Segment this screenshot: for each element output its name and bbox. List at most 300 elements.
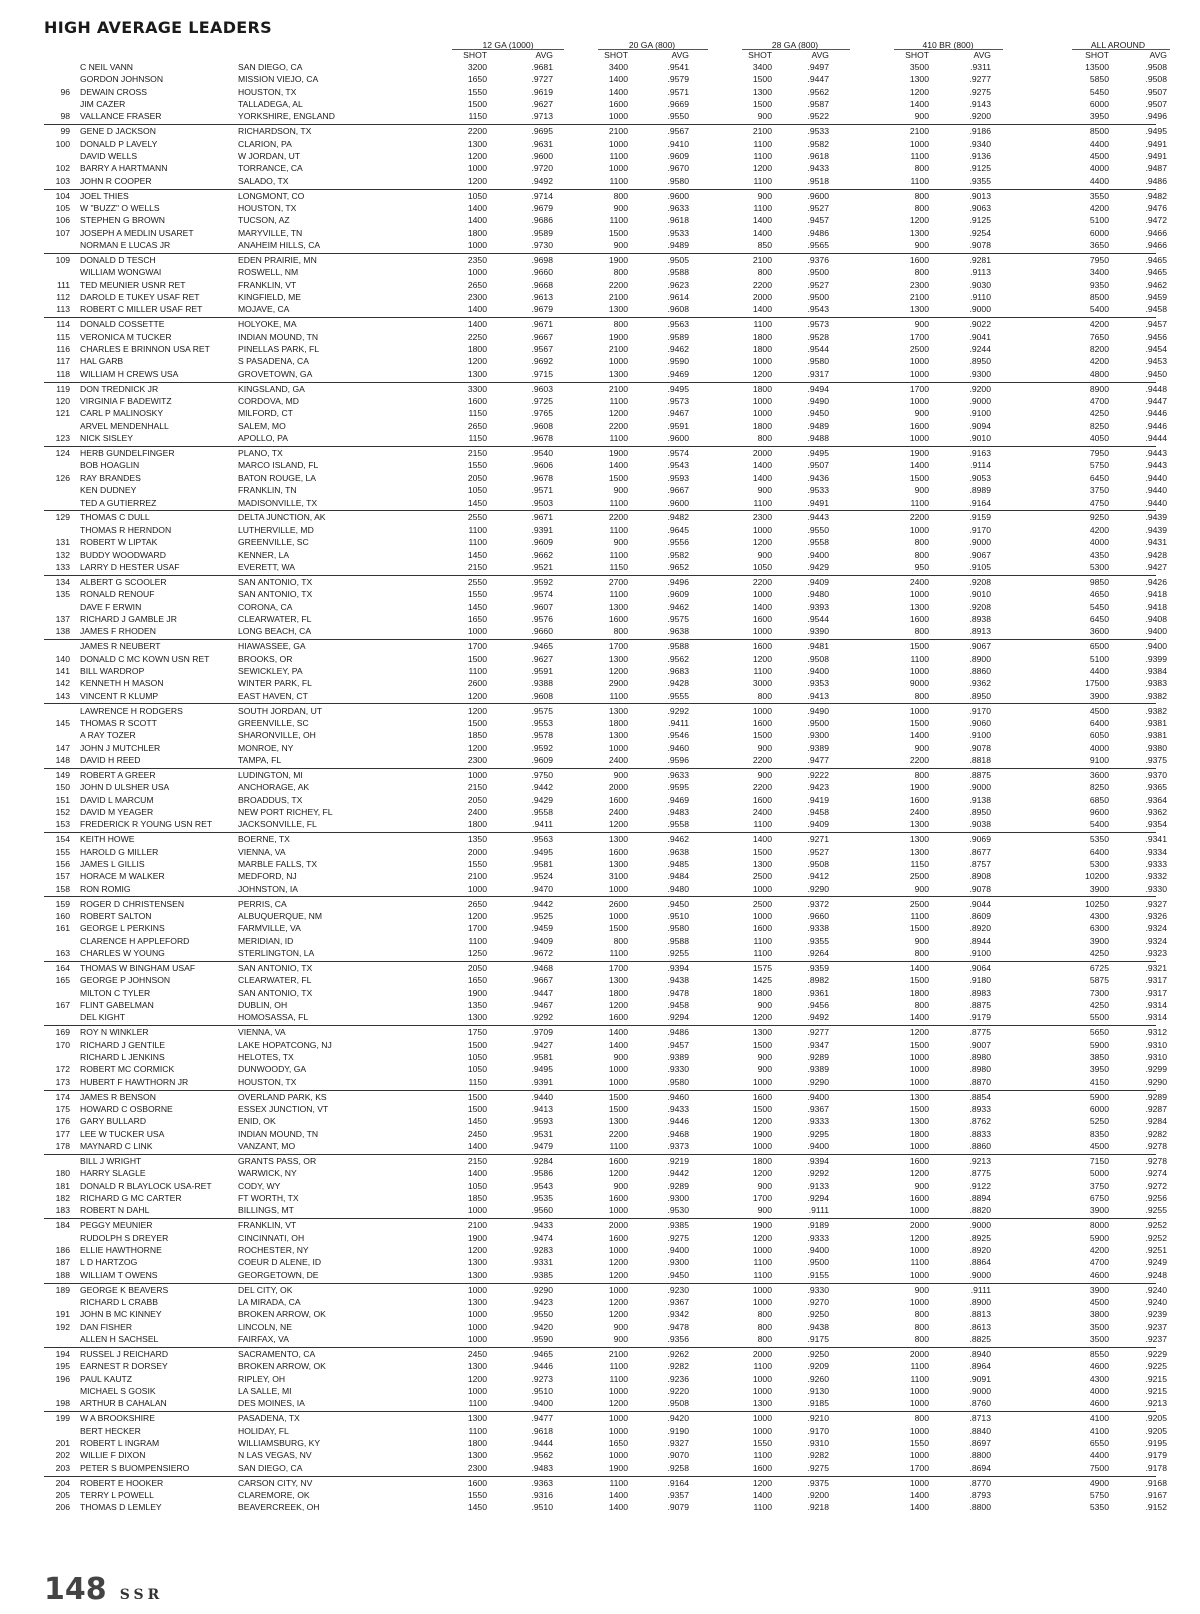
shooter-name: ROBERT E HOOKER [80,1477,164,1488]
rank: 111 [56,279,70,290]
shooter-name: RUDOLPH S DREYER [80,1232,169,1243]
shot-12ga: 1450 [467,1116,487,1127]
shot-28ga: 1300 [752,1398,772,1409]
table-row [0,1245,1200,1257]
shot-all-around: 3900 [1089,935,1109,946]
shot-410: 2000 [909,1220,929,1231]
avg-12ga: .9592 [531,576,553,587]
shooter-name: EARNEST R DORSEY [80,1361,168,1372]
avg-12ga: .9391 [531,1076,553,1087]
avg-28ga: .9457 [807,215,829,226]
shot-410: 1400 [909,962,929,973]
hometown: EAST HAVEN, CT [238,690,308,701]
shot-20ga: 1200 [608,408,628,419]
avg-410: .8944 [969,935,991,946]
avg-all-around: .9400 [1145,626,1167,637]
avg-410: .8900 [969,1297,991,1307]
avg-all-around: .9205 [1145,1425,1167,1436]
avg-12ga: .9446 [531,1361,553,1372]
shot-all-around: 17500 [1085,678,1109,689]
avg-12ga: .9672 [531,947,553,958]
hometown: CLEARWATER, FL [238,975,312,986]
avg-410: .8950 [969,356,991,367]
shooter-name: RICHARD G MC CARTER [80,1193,182,1203]
avg-12ga: .9400 [531,1398,553,1409]
avg-410: .8840 [969,1425,991,1436]
avg-410: .9064 [969,962,991,973]
shot-all-around: 13500 [1085,62,1109,72]
avg-410: .9030 [969,279,991,290]
shot-410: 900 [914,319,929,330]
shot-410: 2100 [909,126,929,137]
avg-28ga: .9376 [807,255,829,266]
shooter-name: THOMAS R HERNDON [80,524,172,535]
shot-all-around: 8500 [1089,292,1109,303]
hometown: COEUR D ALENE, ID [238,1257,322,1268]
hometown: RICHARDSON, TX [238,126,312,137]
table-row [0,755,1200,767]
avg-410: .9038 [969,819,991,830]
rank: 180 [55,1168,70,1179]
avg-all-around: .9408 [1145,613,1167,624]
shot-all-around: 6450 [1089,613,1109,624]
avg-all-around: .9418 [1145,601,1167,612]
shot-20ga: 1700 [608,641,628,652]
avg-28ga: .9133 [807,1180,829,1191]
shot-all-around: 5100 [1089,215,1109,226]
shot-410: 1200 [909,1168,929,1179]
shooter-name: DAVE F ERWIN [80,601,142,612]
shooter-name: THOMAS C DULL [80,512,150,523]
avg-12ga: .9575 [531,705,553,716]
avg-410: .9163 [969,448,991,459]
shot-20ga: 1800 [608,717,628,728]
shot-12ga: 1900 [467,987,487,998]
shot-12ga: 1150 [468,111,487,122]
hometown: TUCSON, AZ [238,215,290,226]
shot-28ga: 1000 [752,1284,772,1295]
shot-28ga: 1500 [752,846,772,857]
shot-all-around: 6500 [1089,641,1109,652]
avg-all-around: .9491 [1145,151,1167,162]
shot-20ga: 1100 [609,524,628,535]
rank: 186 [55,1245,70,1255]
avg-header: AVG [1149,50,1167,60]
hometown: SAN DIEGO, CA [238,1462,303,1473]
shot-all-around: 4000 [1089,537,1109,548]
shot-410: 800 [914,626,929,637]
table-row [0,1012,1200,1024]
avg-20ga: .9573 [667,396,689,407]
shooter-name: MAYNARD C LINK [80,1141,153,1151]
group-divider [44,189,1156,190]
shot-28ga: 1800 [752,331,772,342]
shot-12ga: 2350 [467,255,487,266]
table-row [0,1450,1200,1462]
group-divider [44,124,1156,125]
avg-all-around: .9370 [1145,769,1167,780]
avg-28ga: .9486 [807,227,829,238]
shot-28ga: 1050 [752,561,772,572]
group-divider [44,446,1156,447]
avg-20ga: .9609 [667,589,689,600]
avg-20ga: .9446 [667,1116,689,1127]
shooter-name: RICHARD L CRABB [80,1297,158,1307]
shot-28ga: 900 [757,190,772,201]
hometown: APOLLO, PA [238,433,288,444]
hometown: MOJAVE, CA [238,304,290,315]
rank: 134 [55,576,70,587]
avg-12ga: .9720 [531,163,553,174]
rank: 123 [55,433,70,444]
avg-12ga: .9474 [531,1232,553,1243]
avg-410: .8933 [969,1103,991,1114]
rank: 147 [55,742,70,753]
avg-all-around: .9482 [1145,190,1167,201]
table-row [0,332,1200,344]
hometown: WILLIAMSBURG, KY [238,1438,321,1449]
shot-all-around: 3550 [1089,190,1109,201]
shot-28ga: 2500 [752,898,772,909]
hometown: FRANKLIN, TN [238,485,297,496]
shot-28ga: 1425 [752,975,772,986]
shooter-name: WILLIAM T OWENS [80,1269,158,1280]
table-row [0,369,1200,381]
table-row [0,512,1200,524]
shot-12ga: 1300 [467,1012,487,1023]
avg-410: .8908 [969,871,991,882]
avg-12ga: .9609 [531,754,553,765]
avg-410: .9044 [969,898,991,909]
avg-410: .8818 [969,754,991,765]
shot-12ga: 1000 [467,1205,487,1216]
shot-28ga: 850 [757,240,772,251]
avg-28ga: .9409 [807,819,829,830]
shot-410: 800 [914,163,929,174]
shooter-name: JAMES R BENSON [80,1091,156,1102]
avg-410: .9254 [969,227,991,238]
avg-12ga: .9750 [531,769,553,780]
shot-12ga: 3300 [467,383,487,394]
shot-20ga: 1400 [608,74,628,85]
avg-410: .8825 [969,1334,991,1345]
avg-410: .8950 [969,806,991,817]
shot-410: 1300 [909,227,929,238]
avg-all-around: .9507 [1145,86,1167,97]
shooter-name: JOHN J MUTCHLER [80,742,161,753]
avg-20ga: .9496 [667,576,689,587]
avg-410: .9067 [969,641,991,652]
rank: 96 [60,86,70,97]
shot-12ga: 1000 [467,267,487,278]
shot-12ga: 2600 [467,678,487,689]
avg-28ga: .9480 [807,589,829,600]
avg-410: .9069 [969,834,991,845]
shot-all-around: 5450 [1089,86,1109,97]
rank: 140 [55,653,70,664]
avg-28ga: .9264 [807,947,829,958]
table-row [0,550,1200,562]
shot-12ga: 1300 [467,1297,487,1307]
avg-12ga: .9695 [531,126,553,137]
shot-28ga: 2200 [752,782,772,793]
shot-28ga: 1100 [753,151,772,162]
avg-28ga: .9209 [807,1361,829,1372]
table-row [0,280,1200,292]
avg-12ga: .9608 [531,690,553,701]
avg-20ga: .9450 [667,1269,689,1280]
avg-20ga: .9458 [667,999,689,1010]
rank: 165 [55,975,70,986]
shot-12ga: 1000 [467,240,487,251]
avg-28ga: .9565 [807,240,829,251]
shot-20ga: 1500 [608,227,628,238]
shooter-name: WILLIAM WONGWAI [80,267,162,278]
shot-20ga: 1600 [608,99,628,110]
table-row [0,602,1200,614]
shooter-name: RICHARD L JENKINS [80,1051,165,1062]
table-row [0,1349,1200,1361]
shooter-name: ROBERT SALTON [80,910,152,921]
avg-20ga: .9482 [667,512,689,523]
group-divider [44,510,1156,511]
avg-410: .9000 [969,304,991,315]
shot-all-around: 5400 [1089,304,1109,315]
hometown: NEW PORT RICHEY, FL [238,806,333,817]
avg-12ga: .9442 [531,898,553,909]
avg-28ga: .9500 [807,267,829,278]
shot-all-around: 5900 [1089,1039,1109,1050]
avg-20ga: .9623 [667,279,689,290]
avg-all-around: .9427 [1145,561,1167,572]
shot-28ga: 1400 [752,460,772,471]
shot-410: 1000 [909,705,929,716]
shot-12ga: 2450 [467,1128,487,1139]
shot-410: 1300 [909,846,929,857]
shot-20ga: 1500 [608,1091,628,1102]
hometown: VIENNA, VA [238,1027,286,1038]
avg-20ga: .9275 [667,1232,689,1243]
avg-12ga: .9525 [531,910,553,921]
avg-410: .9200 [969,383,991,394]
avg-20ga: .9645 [667,524,689,535]
shooter-name: A RAY TOZER [80,730,136,741]
avg-12ga: .9600 [531,151,553,162]
table-row [0,847,1200,859]
shot-410: 3500 [909,62,929,72]
avg-12ga: .9725 [531,396,553,407]
avg-all-around: .9400 [1145,641,1167,652]
table-row [0,126,1200,138]
shot-all-around: 4250 [1089,408,1109,419]
shot-12ga: 2450 [467,1349,487,1359]
shooter-name: ROBERT N DAHL [80,1205,150,1216]
avg-20ga: .9450 [667,898,689,909]
shot-all-around: 4650 [1089,589,1109,600]
shot-28ga: 1200 [752,1168,772,1179]
shot-20ga: 1100 [609,690,628,701]
rank: 191 [55,1309,70,1320]
avg-28ga: .9111 [808,1205,829,1216]
avg-410: .8775 [969,1168,991,1179]
shot-12ga: 1150 [468,408,487,419]
shot-all-around: 4250 [1089,999,1109,1010]
avg-410: .9362 [969,678,991,689]
hometown: RIPLEY, OH [238,1373,286,1384]
shooter-name: WILLIE F DIXON [80,1450,146,1461]
shot-28ga: 800 [757,1321,772,1332]
avg-20ga: .9190 [667,1425,689,1436]
shot-12ga: 1150 [468,433,487,444]
shot-12ga: 1100 [468,537,487,548]
shooter-name: C NEIL VANN [80,62,134,72]
avg-28ga: .9508 [807,858,829,869]
avg-12ga: .9553 [531,717,553,728]
avg-all-around: .9426 [1145,576,1167,587]
shot-20ga: 1000 [608,883,628,894]
avg-20ga: .9590 [667,356,689,367]
rank: 115 [56,331,70,342]
shot-20ga: 2400 [608,754,628,765]
shot-12ga: 1200 [467,1373,487,1384]
shot-410: 1900 [909,448,929,459]
avg-12ga: .9535 [531,1193,553,1203]
avg-12ga: .9477 [531,1413,553,1424]
shooter-name: HORACE M WALKER [80,871,165,882]
avg-20ga: .9410 [667,138,689,149]
shot-20ga: 1000 [608,163,628,174]
shot-header: SHOT [905,50,929,60]
avg-20ga: .9574 [667,448,689,459]
shot-20ga: 1200 [608,665,628,676]
shot-12ga: 1300 [467,368,487,379]
shot-12ga: 1850 [467,730,487,741]
avg-28ga: .9359 [807,962,829,973]
category-header: 12 GA (1000) [482,40,534,50]
shot-410: 1600 [909,255,929,266]
hometown: GREENVILLE, SC [238,717,309,728]
shooter-name: BARRY A HARTMANN [80,163,168,174]
shot-410: 800 [914,190,929,201]
avg-12ga: .9521 [531,561,553,572]
shot-12ga: 1650 [467,975,487,986]
shooter-name: THOMAS R SCOTT [80,717,157,728]
shot-28ga: 2000 [752,448,772,459]
table-row [0,319,1200,331]
shooter-name: HARRY SLAGLE [80,1168,146,1179]
shot-all-around: 5875 [1089,975,1109,986]
shot-12ga: 1200 [467,1245,487,1255]
shooter-name: W "BUZZ" O WELLS [80,203,160,214]
shot-410: 2300 [909,279,929,290]
shot-all-around: 6400 [1089,846,1109,857]
shot-410: 800 [914,999,929,1010]
shot-all-around: 5650 [1089,1027,1109,1038]
avg-28ga: .9522 [807,111,829,122]
shot-20ga: 1000 [608,1064,628,1075]
table-row [0,963,1200,975]
avg-28ga: .9533 [807,126,829,137]
table-row [0,537,1200,549]
avg-all-around: .9491 [1145,138,1167,149]
shot-12ga: 1450 [467,549,487,560]
rank: 142 [55,678,70,689]
hometown: LONGMONT, CO [238,190,305,201]
avg-410: .8760 [969,1398,991,1409]
shot-12ga: 2400 [467,806,487,817]
shot-header: SHOT [748,50,772,60]
avg-20ga: .9327 [667,1438,689,1449]
shot-28ga: 1600 [752,641,772,652]
avg-12ga: .9678 [531,472,553,483]
table-row [0,770,1200,782]
avg-12ga: .9427 [531,1039,553,1050]
table-row [0,577,1200,589]
avg-20ga: .9342 [667,1309,689,1320]
avg-20ga: .9510 [667,910,689,921]
shot-20ga: 1100 [609,549,628,560]
avg-28ga: .9170 [807,1425,829,1436]
shooter-name: HERB GUNDELFINGER [80,448,175,459]
avg-header: AVG [973,50,991,60]
shooter-name: ALLEN H SACHSEL [80,1334,159,1345]
shooter-name: PEGGY MEUNIER [80,1220,153,1231]
shot-20ga: 1100 [609,1373,628,1384]
shooter-name: VALLANCE FRASER [80,111,162,122]
shot-all-around: 4600 [1089,1361,1109,1372]
avg-12ga: .9592 [531,742,553,753]
shot-all-around: 3900 [1089,690,1109,701]
hometown: FRANKLIN, VT [238,279,297,290]
shot-12ga: 2300 [467,292,487,303]
group-divider [44,639,1156,640]
shot-410: 1700 [909,1462,929,1473]
shot-28ga: 1500 [752,1103,772,1114]
avg-all-around: .9508 [1145,62,1167,72]
avg-28ga: .9527 [807,846,829,857]
hometown: FT WORTH, TX [238,1193,299,1203]
rank: 160 [55,910,70,921]
shot-410: 9000 [909,678,929,689]
shooter-name: TED MEUNIER USNR RET [80,279,186,290]
shot-410: 1000 [909,1450,929,1461]
hometown: INDIAN MOUND, TN [238,331,319,342]
hometown: CLARION, PA [238,138,292,149]
avg-410: .9170 [969,524,991,535]
rank: 105 [55,203,70,214]
shot-20ga: 1000 [608,1450,628,1461]
avg-all-around: .9462 [1145,279,1167,290]
hometown: TORRANCE, CA [238,163,303,174]
avg-12ga: .9420 [531,1321,553,1332]
shot-28ga: 2000 [752,1349,772,1359]
shot-28ga: 2100 [752,255,772,266]
avg-28ga: .9443 [807,512,829,523]
table-row [0,1027,1200,1039]
avg-20ga: .9609 [667,151,689,162]
avg-all-around: .9272 [1145,1180,1167,1191]
avg-all-around: .9454 [1145,344,1167,355]
avg-28ga: .9481 [807,641,829,652]
shot-410: 1500 [909,641,929,652]
avg-12ga: .9411 [532,819,553,830]
avg-12ga: .9713 [531,111,553,122]
shooter-name: BERT HECKER [80,1425,141,1436]
rank: 182 [55,1193,70,1203]
shot-28ga: 1400 [752,1490,772,1501]
shot-28ga: 900 [757,742,772,753]
table-row [0,626,1200,638]
